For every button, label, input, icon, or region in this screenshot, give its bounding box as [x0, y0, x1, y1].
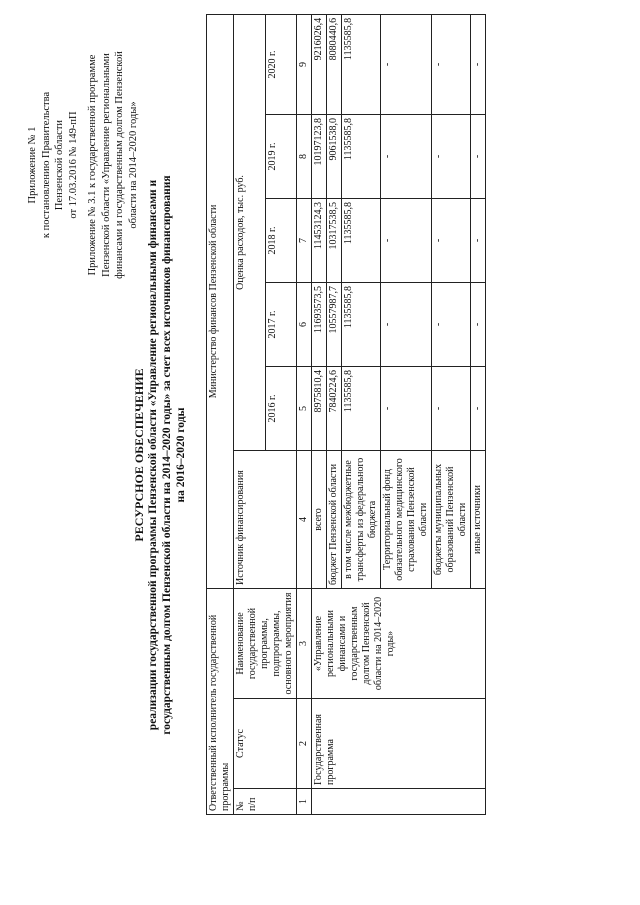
value-cell: 9061538,0 — [327, 115, 342, 199]
value-cell: - — [381, 14, 432, 114]
ministry-label: Министерство финансов Пензенской области — [207, 14, 234, 588]
row-status: Государственная программа — [312, 699, 486, 789]
year-2016: 2016 г. — [265, 367, 297, 451]
value-cell: 1135585,8 — [342, 115, 381, 199]
year-2017: 2017 г. — [265, 283, 297, 367]
value-cell: 10557987,7 — [327, 283, 342, 367]
program-line-2: Пензенской области «Управление региональными — [100, 53, 112, 277]
value-cell: - — [471, 14, 486, 114]
year-2019: 2019 г. — [265, 115, 297, 199]
value-cell: - — [381, 199, 432, 283]
source-label: иные источники — [471, 451, 486, 589]
program-line-3: финансами и государственным долгом Пензенской — [114, 51, 125, 279]
document-title — [132, 155, 188, 755]
col-header-estimate: Оценка расходов, тыс. руб. — [234, 14, 266, 450]
decree-line-1: к постановлению Правительства — [40, 91, 52, 239]
value-cell: - — [432, 115, 471, 199]
value-cell: - — [432, 283, 471, 367]
title-main: РЕСУРСНОЕ ОБЕСПЕЧЕНИЕ — [132, 368, 146, 542]
col-header-source: Источник финансирования — [234, 451, 297, 589]
value-cell: - — [432, 199, 471, 283]
program-line-1: Приложение № 3.1 к государственной программе — [87, 54, 98, 276]
value-cell: - — [381, 283, 432, 367]
col-number: 6 — [297, 283, 312, 367]
col-number: 4 — [297, 451, 312, 589]
col-header-name: Наименование государственной программы, подпрограммы, основного мероприятия — [234, 589, 297, 699]
col-number: 3 — [297, 589, 312, 699]
col-number: 9 — [297, 14, 312, 114]
source-label: бюджет Пензенской области — [327, 451, 342, 589]
source-label: всего — [312, 451, 327, 589]
program-line-4: области на 2014–2020 годы» — [127, 101, 139, 229]
value-cell: 1135585,8 — [342, 283, 381, 367]
decree-line-3: от 17.03.2016 № 149-пП — [67, 111, 79, 219]
value-cell: 7840224,6 — [327, 367, 342, 451]
executor-label: Ответственный исполнитель государственной программы — [207, 589, 234, 815]
col-number: 2 — [297, 699, 312, 789]
value-cell: 11453124,3 — [312, 199, 327, 283]
year-2018: 2018 г. — [265, 199, 297, 283]
col-header-no: № п/п — [234, 789, 297, 815]
decree-line-2: Пензенской области — [54, 119, 65, 211]
value-cell: 1135585,8 — [342, 14, 381, 114]
value-cell: 8975810,4 — [312, 367, 327, 451]
value-cell: - — [432, 14, 471, 114]
title-line-1: реализации государственной программы Пензенской области «Управление региональными финансами и — [147, 179, 159, 731]
value-cell: - — [381, 367, 432, 451]
resource-table — [206, 14, 486, 815]
year-2020: 2020 г. — [265, 14, 297, 114]
value-cell: 8080440,6 — [327, 14, 342, 114]
value-cell: - — [381, 115, 432, 199]
col-number: 8 — [297, 115, 312, 199]
value-cell: - — [471, 199, 486, 283]
value-cell: - — [432, 367, 471, 451]
row-program-name: «Управление региональными финансами и государственным долгом Пензенской области на 2014–2020 годы» — [312, 589, 486, 699]
value-cell: - — [471, 367, 486, 451]
value-cell: - — [471, 115, 486, 199]
title-line-2: государственным долгом Пензенской области на 2014–2020 годы» за счет всех источников финансирования — [161, 175, 173, 735]
value-cell: 9216026,4 — [312, 14, 327, 114]
column-numbers-row — [297, 14, 312, 814]
headnote — [26, 0, 140, 330]
source-label: Территориальный фонд обязательного медицинского страхования Пензенской области — [381, 451, 432, 589]
col-number: 5 — [297, 367, 312, 451]
row-number-cell — [312, 789, 486, 815]
source-label: бюджеты муниципальных образований Пензенской области — [432, 451, 471, 589]
col-header-status: Статус — [234, 699, 297, 789]
source-label: в том числе межбюджетные трансферты из федерального бюджета — [342, 451, 381, 589]
value-cell: 1135585,8 — [342, 367, 381, 451]
value-cell: - — [471, 283, 486, 367]
title-line-3: на 2016–2020 годы — [175, 407, 187, 503]
value-cell: 10197123,8 — [312, 115, 327, 199]
value-cell: 1135585,8 — [342, 199, 381, 283]
col-number: 1 — [297, 789, 312, 815]
value-cell: 11693573,5 — [312, 283, 327, 367]
value-cell: 10317538,5 — [327, 199, 342, 283]
col-number: 7 — [297, 199, 312, 283]
table-row — [312, 14, 327, 814]
appendix-line: Приложение № 1 — [27, 126, 38, 204]
